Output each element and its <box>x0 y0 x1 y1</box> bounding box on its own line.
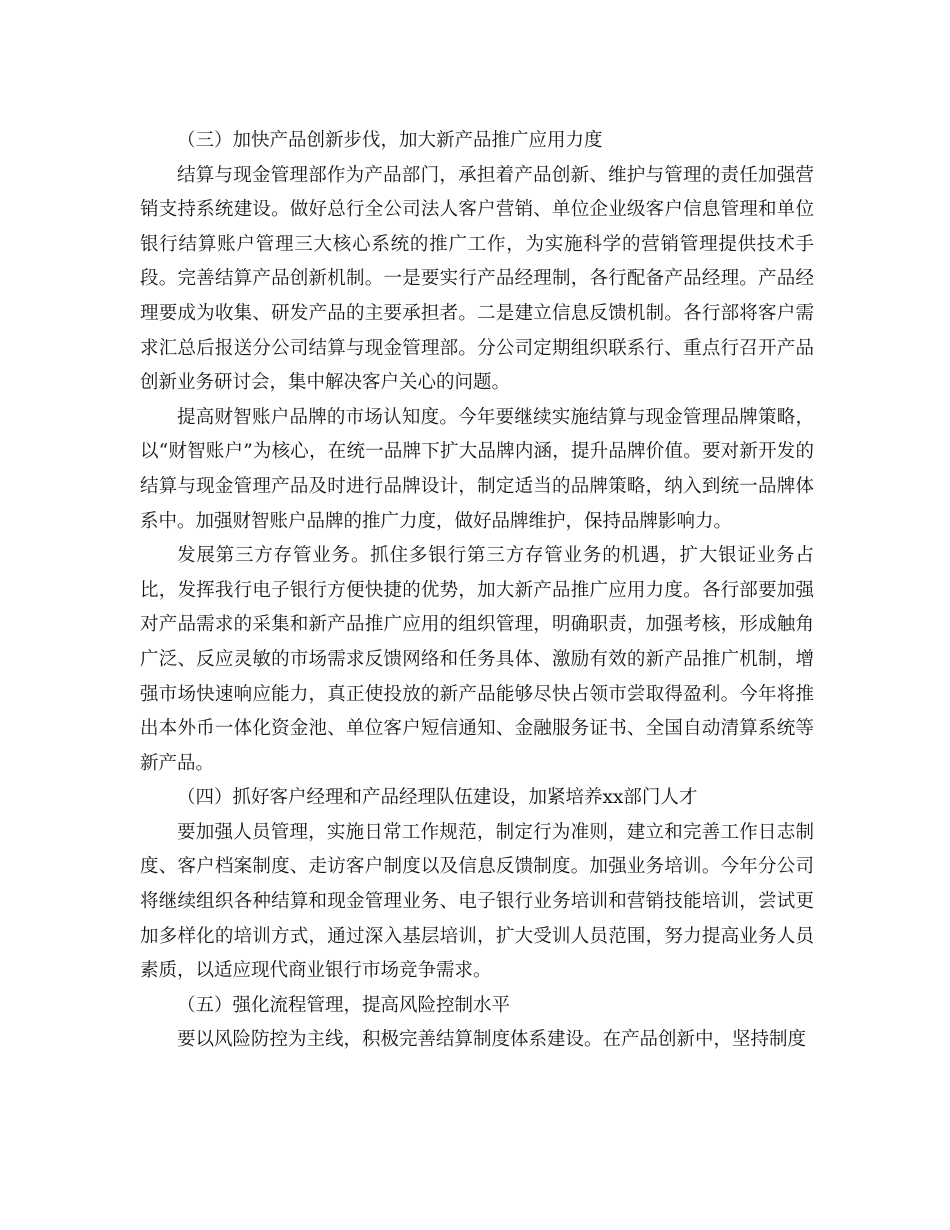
paragraph-product-innovation: 结算与现金管理部作为产品部门，承担着产品创新、维护与管理的责任加强营销支持系统建设。做好总行全公司法人客户营销、单位企业级客户信息管理和单位银行结算账户管理三大核心系统的推广工作，为实施科学的营销管理提供技术手段。完善结算产品创新机制。一是要实行产品经理制，各行配备产品经理。产品经理要成为收集、研发产品的主要承担者。二是建立信息反馈机制。各行部将客户需求汇总后报送分公司结算与现金管理部。分公司定期组织联系行、重点行召开产品创新业务研讨会，集中解决客户关心的问题。 <box>140 164 814 394</box>
section-heading-3: （三）加快产品创新步伐，加大新产品推广应用力度 <box>177 130 603 151</box>
paragraph-risk-control: 要以风险防控为主线，积极完善结算制度体系建设。在产品创新中，坚持制度 <box>177 1029 807 1051</box>
paragraph-third-party-custody: 发展第三方存管业务。抓住多银行第三方存管业务的机遇，扩大银证业务占比，发挥我行电子银行方便快捷的优势，加大新产品推广应用力度。各行部要加强对产品需求的采集和新产品推广应用的组织管理，明确职责，加强考核，形成触角广泛、反应灵敏的市场需求反馈网络和任务具体、激励有效的新产品推广机制，增强市场快速响应能力，真正使投放的新产品能够尽快占领市尝取得盈利。今年将推出本外币一体化资金池、单位客户短信通知、金融服务证书、全国自动清算系统等新产品。 <box>140 545 814 774</box>
document-body <box>140 124 814 1058</box>
section-heading-4: （四）抓好客户经理和产品经理队伍建设，加紧培养xx部门人才 <box>177 787 698 809</box>
section-heading-5: （五）强化流程管理，提高风险控制水平 <box>177 994 511 1016</box>
paragraph-staff-management: 要加强人员管理，实施日常工作规范，制定行为准则，建立和完善工作日志制度、客户档案制度、走访客户制度以及信息反馈制度。加强业务培训。今年分公司将继续组织各种结算和现金管理业务、电子银行业务培训和营销技能培训，尝试更加多样化的培训方式，通过深入基层培训，扩大受训人员范围，努力提高业务人员素质，以适应现代商业银行市场竞争需求。 <box>140 821 814 982</box>
paragraph-brand-awareness: 提高财智账户品牌的市场认知度。今年要继续实施结算与现金管理品牌策略，以“财智账户”为核心，在统一品牌下扩大品牌内涵，提升品牌价值。要对新开发的结算与现金管理产品及时进行品牌设计，制定适当的品牌策略，纳入到统一品牌体系中。加强财智账户品牌的推广力度，做好品牌维护，保持品牌影响力。 <box>140 406 814 532</box>
